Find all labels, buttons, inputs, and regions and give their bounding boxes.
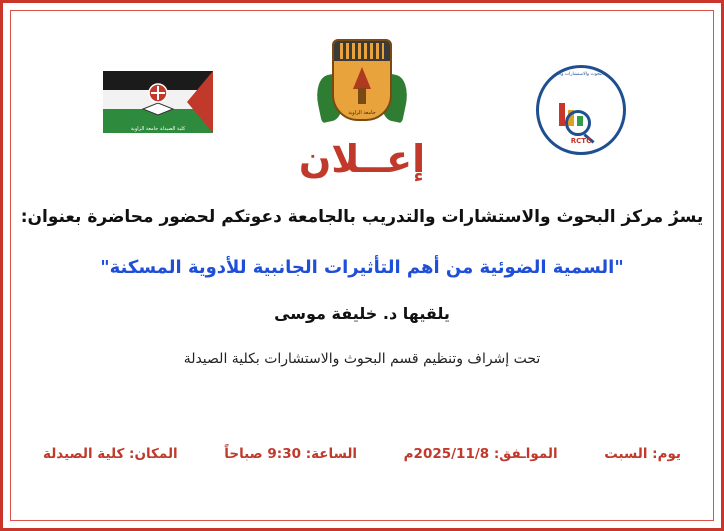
event-time: الساعة: 9:30 صباحاً — [224, 446, 358, 462]
organizer-line: تحت إشراف وتنظيم قسم البحوث والاستشارات بكلية الصيدلة — [183, 351, 541, 367]
lecture-title: "السمية الضوئية من أهم التأثيرات الجانبية للأدوية المسكنة" — [100, 257, 624, 278]
university-logo-caption: جامعة الزاوية — [348, 109, 376, 116]
rctc-abbreviation: RCTC — [570, 137, 592, 145]
rctc-ring-text: مركز البحوث والاستشارات والتدريب — [547, 72, 615, 77]
event-place: المكان: كلية الصيدلة — [43, 446, 178, 462]
pharmacy-faculty-logo — [103, 71, 213, 133]
event-details — [43, 446, 681, 462]
invitation-line: يسرُ مركز البحوث والاستشارات والتدريب بالجامعة دعوتكم لحضور محاضرة بعنوان: — [20, 207, 704, 227]
magnifier-icon — [565, 110, 591, 136]
event-day: يوم: السبت — [604, 446, 681, 462]
rctc-center-logo — [536, 65, 626, 155]
university-logo — [316, 33, 408, 129]
speaker-name: يلقيها د. خليفة موسى — [274, 304, 450, 323]
logos-row — [3, 3, 721, 145]
pharmacy-logo-caption: كلية الصيدلة جامعة الزاوية — [130, 126, 186, 132]
mortar-and-book-icon — [135, 79, 181, 121]
event-date: المواـفق: 2025/11/8م — [403, 446, 558, 462]
page-title: إعــلان — [298, 137, 426, 181]
poster-content — [3, 137, 721, 367]
